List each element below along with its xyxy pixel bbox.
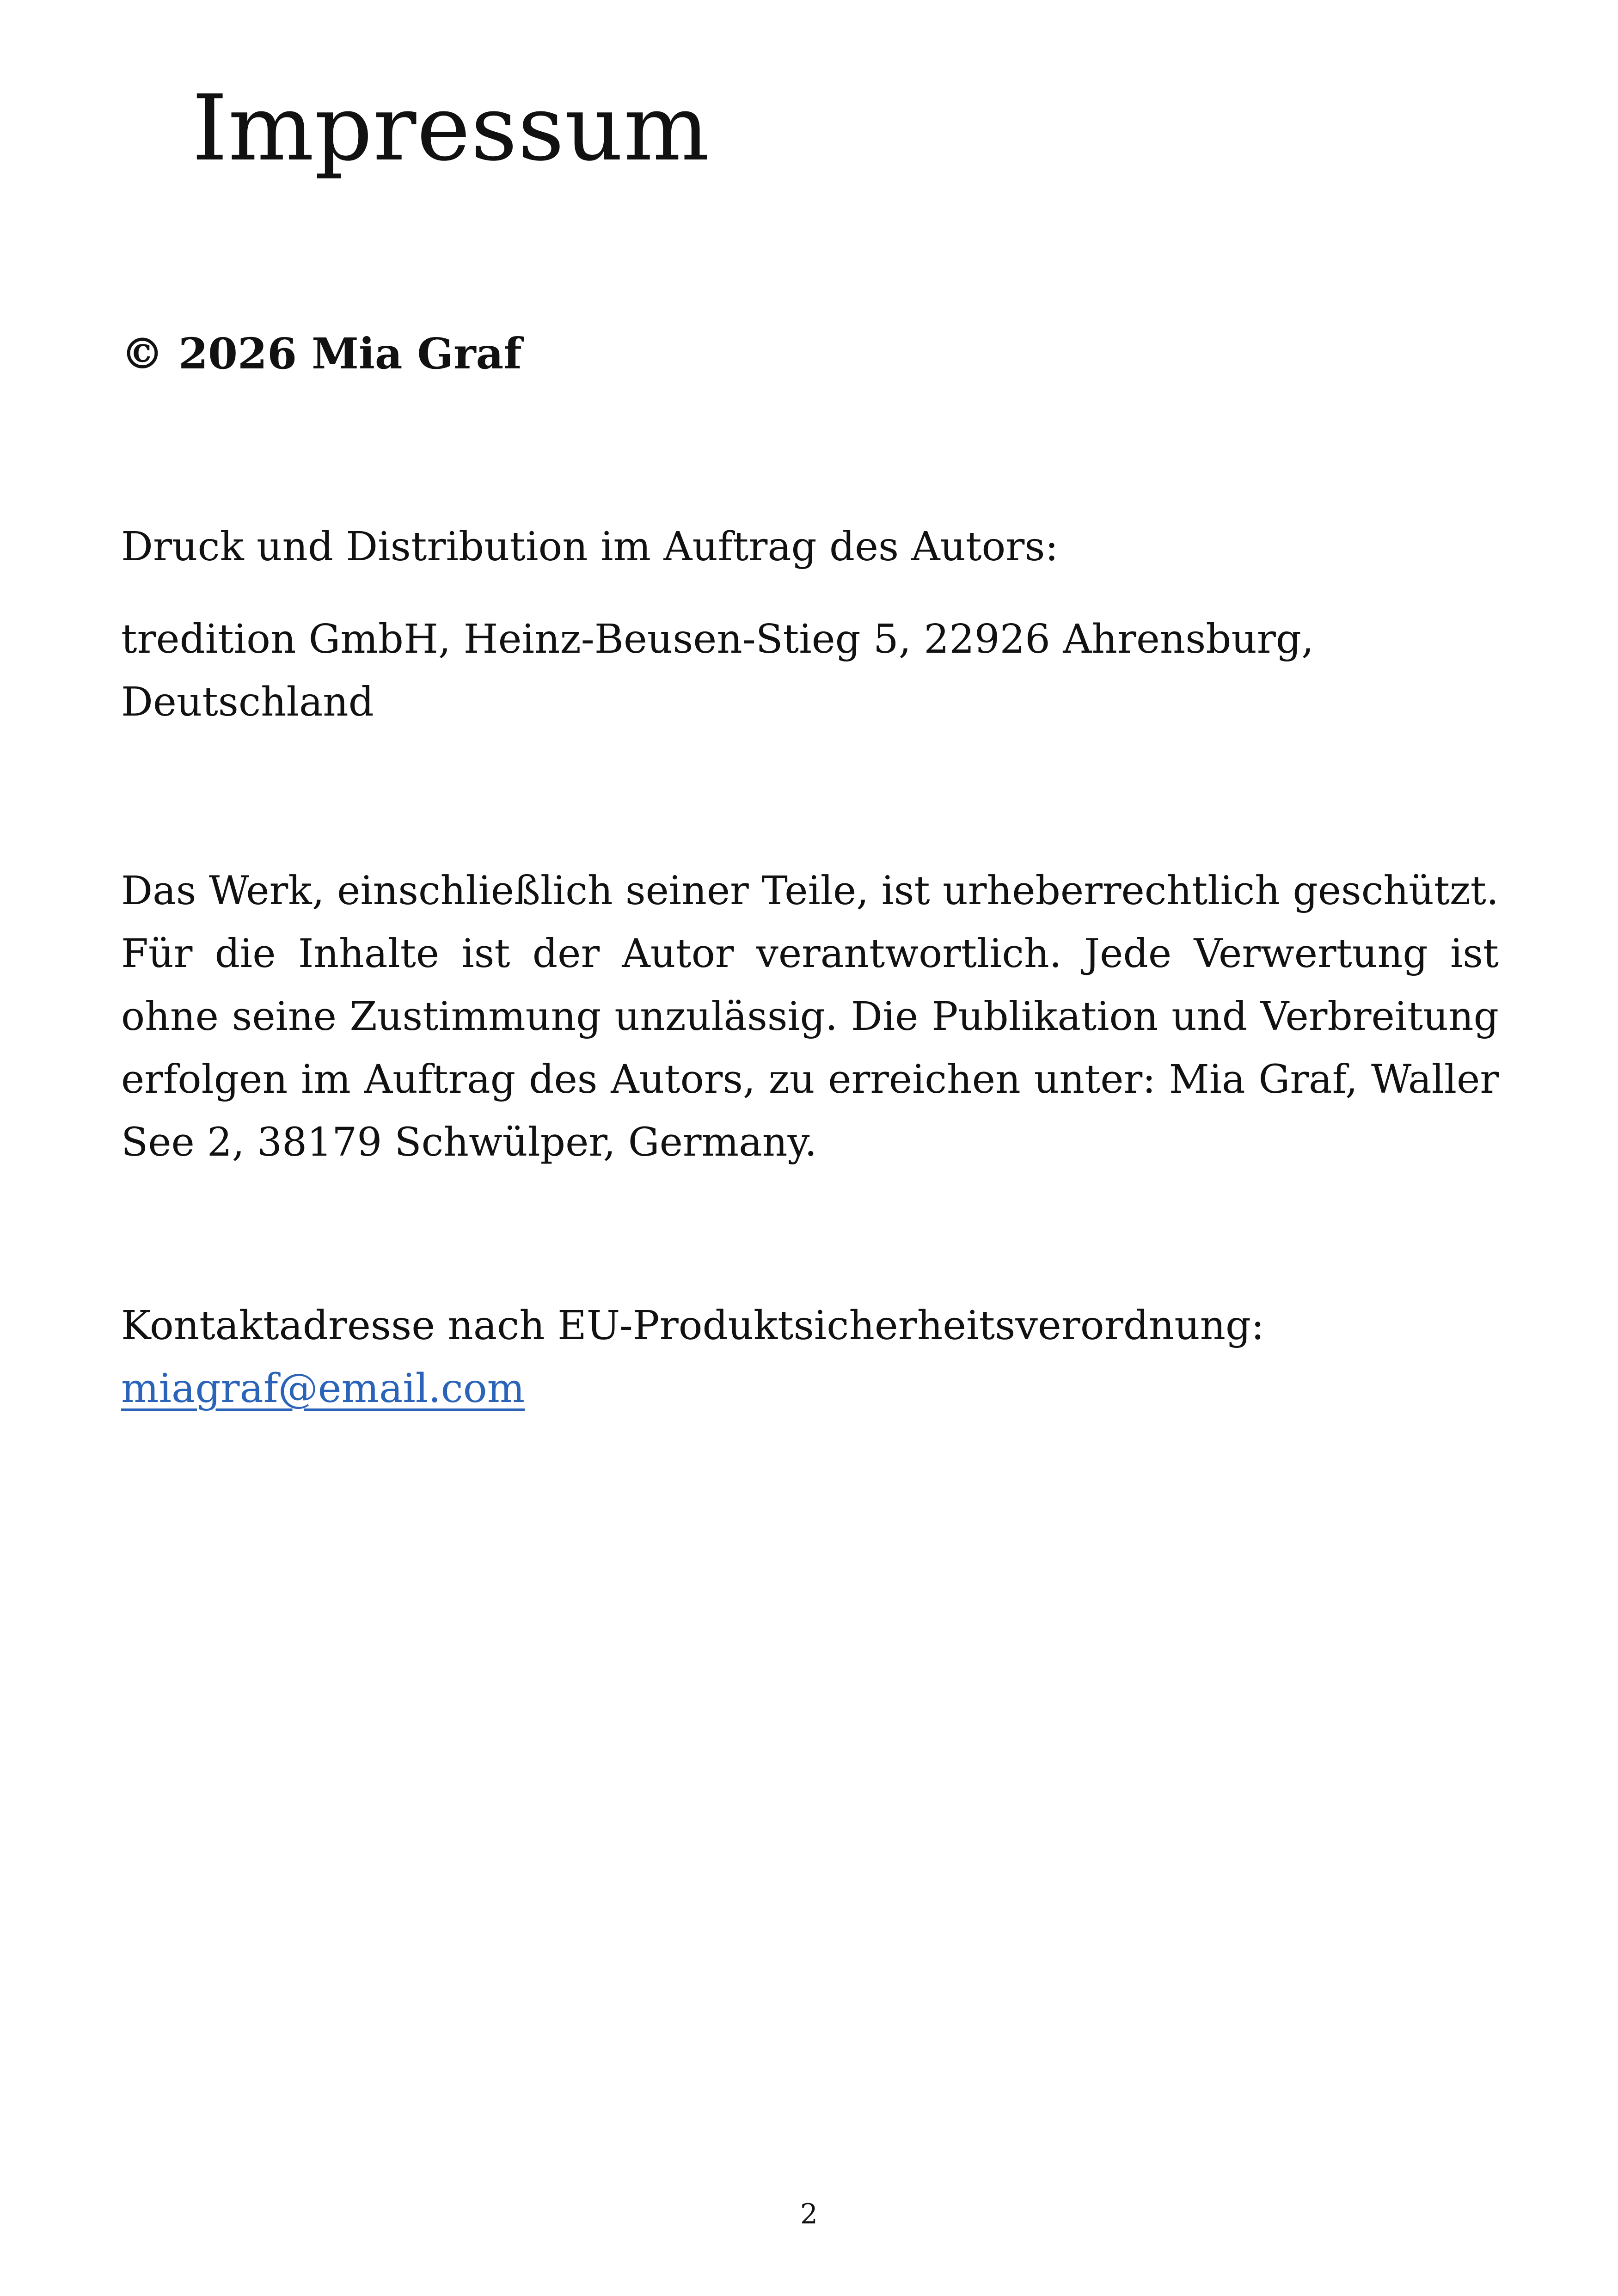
legal-notice: Das Werk, einschließlich seiner Teile, ist urheberrechtlich geschützt. Für die Inhalte ist der Autor verantwortlich. Jede Verwertung ist ohne seine Zustimmung unzulässig. Die Publikation und Verbreitung erfolgen im Auftrag des Autors, zu erreichen unter: Mia Graf, Waller See 2, 38179 Schwülper, Germany. <box>121 868 1499 1165</box>
contact-email-link[interactable]: miagraf@email.com <box>121 1365 525 1412</box>
copyright-notice: © 2026 Mia Graf <box>121 329 522 379</box>
page-title: Impressum <box>192 76 710 181</box>
publisher-address: tredition GmbH, Heinz-Beusen-Stieg 5, 22926 Ahrensburg, Deutschland <box>121 616 1314 725</box>
page-number: 2 <box>800 2198 818 2230</box>
print-distribution-label: Druck und Distribution im Auftrag des Autors: <box>121 524 1059 570</box>
contact-label: Kontaktadresse nach EU-Produktsicherheitsverordnung: <box>121 1303 1265 1349</box>
